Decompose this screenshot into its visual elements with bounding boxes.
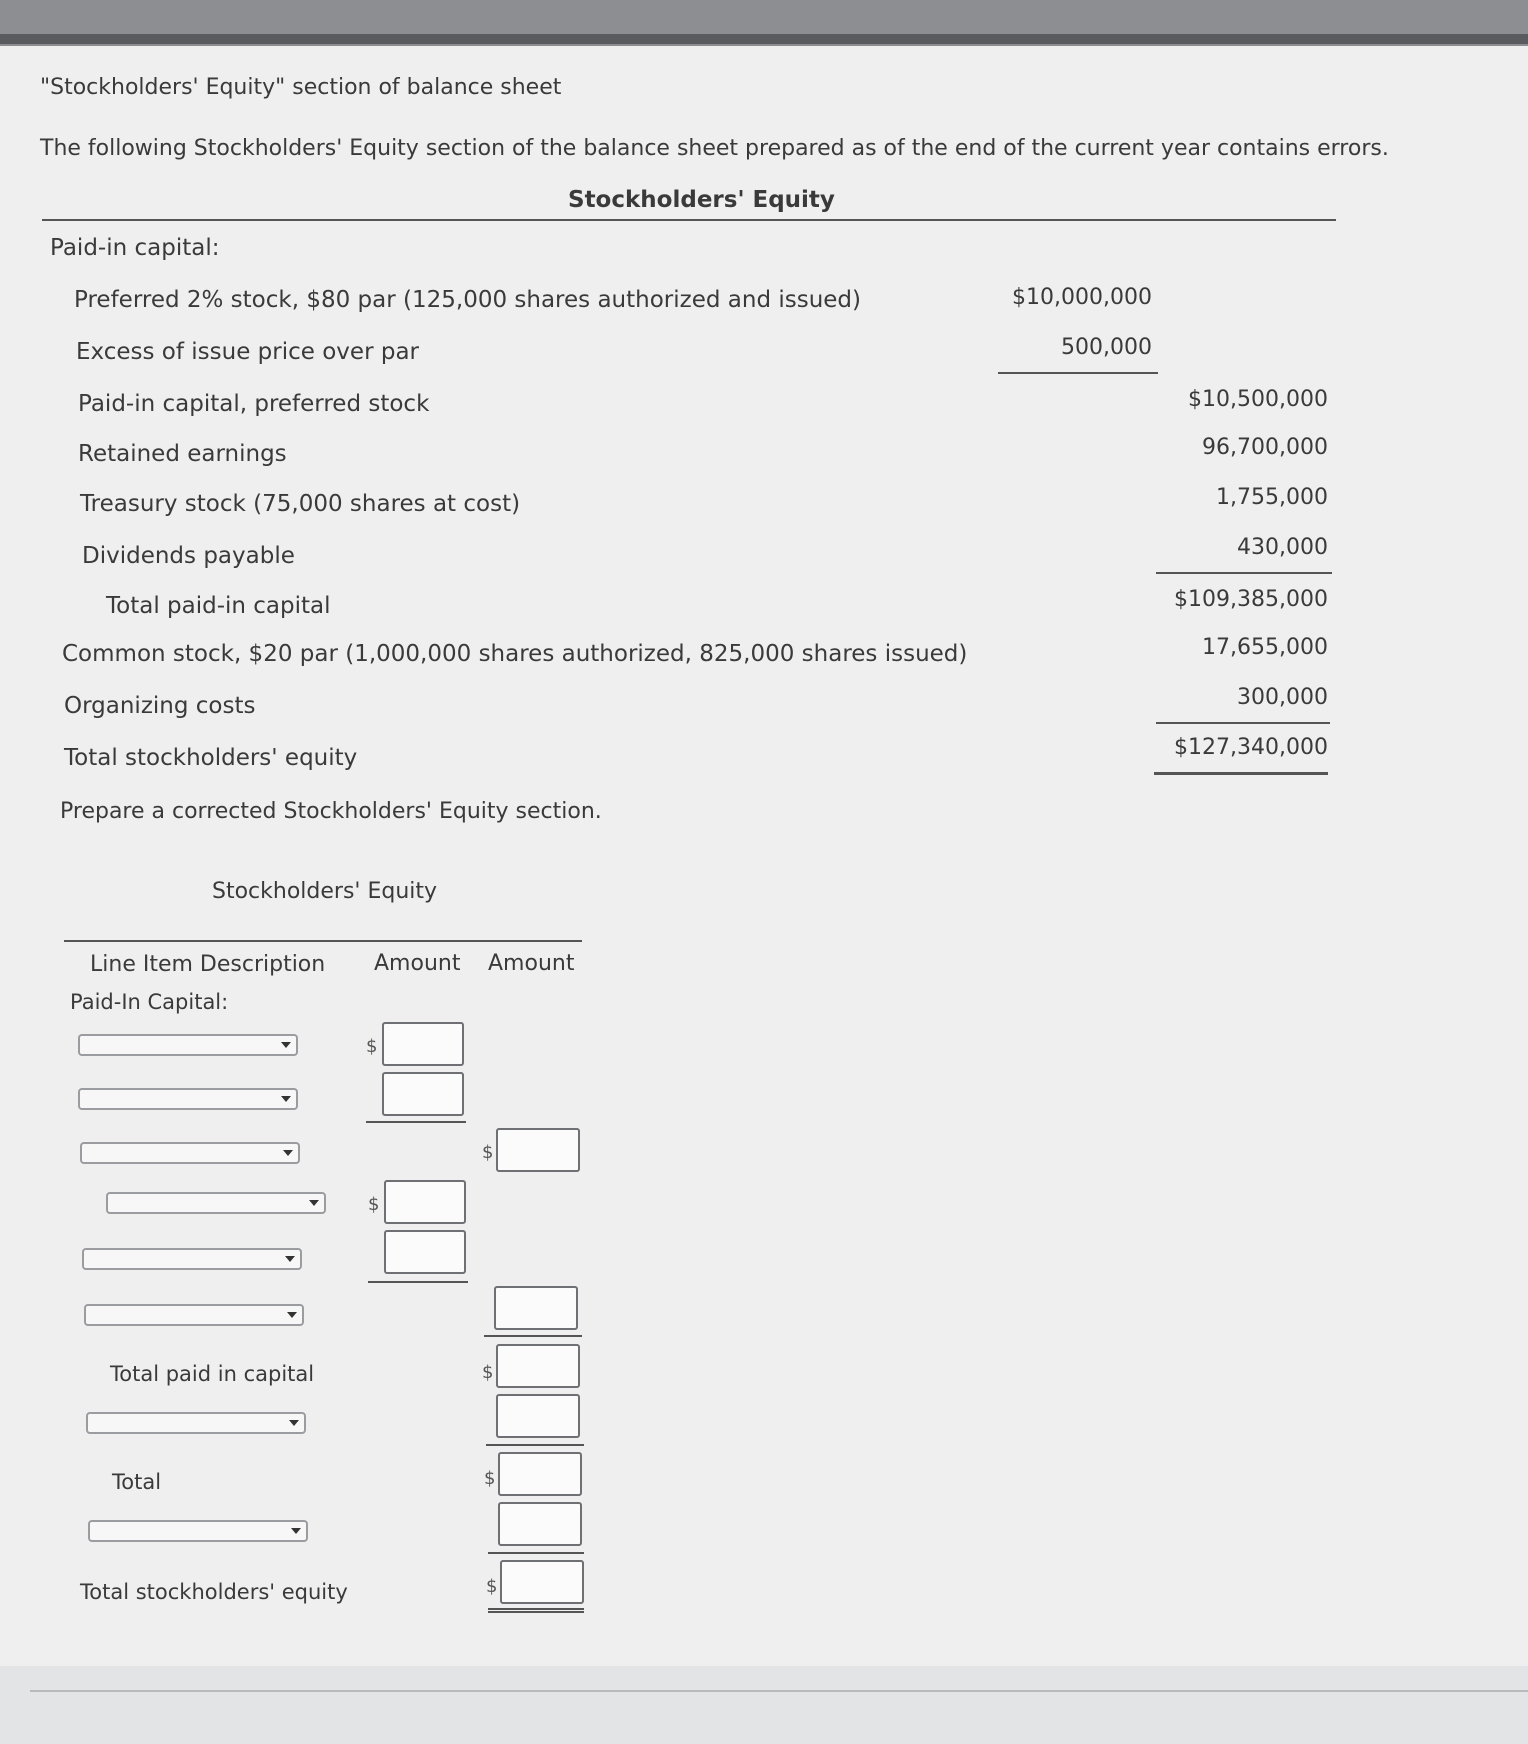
line-item-select-5[interactable] bbox=[82, 1248, 302, 1270]
amount1-subtotal-rule-2 bbox=[368, 1281, 468, 1283]
line-item-select-4[interactable] bbox=[106, 1192, 326, 1214]
chevron-down-icon bbox=[287, 1312, 297, 1318]
amount-retained-earnings: 96,700,000 bbox=[1202, 435, 1328, 460]
dollar-sign: $ bbox=[482, 1142, 494, 1163]
amount-common-stock: 17,655,000 bbox=[1202, 635, 1328, 660]
row-excess-issue-price: Excess of issue price over par bbox=[76, 339, 419, 365]
line-item-select-6[interactable] bbox=[84, 1304, 304, 1326]
paid-in-capital-label: Paid-in capital: bbox=[50, 235, 220, 261]
dollar-sign: $ bbox=[482, 1362, 494, 1383]
grand-total-rule bbox=[1156, 722, 1330, 724]
amount-paid-in-preferred: $10,500,000 bbox=[1188, 387, 1328, 412]
chevron-down-icon bbox=[281, 1042, 291, 1048]
row-organizing-costs: Organizing costs bbox=[64, 693, 256, 719]
amount-total-paid-in: $109,385,000 bbox=[1174, 587, 1328, 612]
amount-dividends-payable: 430,000 bbox=[1237, 535, 1328, 560]
row-treasury-stock: Treasury stock (75,000 shares at cost) bbox=[80, 491, 521, 517]
amount-preferred-stock: $10,000,000 bbox=[1012, 285, 1152, 310]
line-item-select-3[interactable] bbox=[80, 1142, 300, 1164]
grand-total-underline bbox=[1154, 772, 1328, 775]
chevron-down-icon bbox=[281, 1096, 291, 1102]
amount2-rule-3 bbox=[488, 1552, 584, 1554]
amount1-input-2[interactable] bbox=[382, 1072, 464, 1116]
row-preferred-stock: Preferred 2% stock, $80 par (125,000 shares authorized and issued) bbox=[74, 287, 862, 313]
chevron-down-icon bbox=[283, 1150, 293, 1156]
dollar-sign: $ bbox=[484, 1468, 496, 1489]
chevron-down-icon bbox=[291, 1528, 301, 1534]
amount1-subtotal-rule-1 bbox=[366, 1121, 466, 1123]
total-paid-in-rule bbox=[1156, 572, 1332, 574]
amount2-double-underline bbox=[488, 1608, 584, 1613]
amount2-input-total[interactable] bbox=[498, 1452, 582, 1496]
subtotal-rule bbox=[998, 372, 1158, 374]
line-item-select-1[interactable] bbox=[78, 1034, 298, 1056]
chevron-down-icon bbox=[309, 1200, 319, 1206]
footer-divider bbox=[30, 1690, 1528, 1692]
line-item-select-2[interactable] bbox=[78, 1088, 298, 1110]
amount2-input-4[interactable] bbox=[498, 1502, 582, 1546]
statement-heading-rule bbox=[42, 219, 1336, 221]
amount-treasury-stock: 1,755,000 bbox=[1216, 485, 1328, 510]
statement-heading: Stockholders' Equity bbox=[568, 187, 835, 213]
row-total-paid-in: Total paid-in capital bbox=[106, 593, 331, 619]
column-header-description: Line Item Description bbox=[90, 952, 326, 977]
chevron-down-icon bbox=[289, 1420, 299, 1426]
row-paid-in-preferred: Paid-in capital, preferred stock bbox=[78, 391, 430, 417]
amount-total-equity: $127,340,000 bbox=[1174, 735, 1328, 760]
line-item-select-7[interactable] bbox=[86, 1412, 306, 1434]
form-paid-in-capital-label: Paid-In Capital: bbox=[70, 990, 229, 1014]
amount2-rule-2 bbox=[486, 1444, 584, 1446]
column-header-amount-2: Amount bbox=[488, 951, 575, 976]
page-footer-area bbox=[0, 1666, 1528, 1744]
row-retained-earnings: Retained earnings bbox=[78, 441, 287, 467]
form-total-equity-label: Total stockholders' equity bbox=[80, 1580, 348, 1604]
amount2-input-total-equity[interactable] bbox=[500, 1560, 584, 1604]
window-top-bar bbox=[0, 0, 1528, 46]
problem-title: "Stockholders' Equity" section of balance sheet bbox=[40, 75, 562, 100]
form-total-label: Total bbox=[112, 1470, 162, 1494]
amount-organizing-costs: 300,000 bbox=[1237, 685, 1328, 710]
form-total-paid-in-label: Total paid in capital bbox=[110, 1362, 315, 1386]
amount2-input-3[interactable] bbox=[496, 1394, 580, 1438]
line-item-select-8[interactable] bbox=[88, 1520, 308, 1542]
row-dividends-payable: Dividends payable bbox=[82, 543, 295, 569]
amount2-input-total-paid-in[interactable] bbox=[496, 1344, 580, 1388]
row-total-equity: Total stockholders' equity bbox=[64, 745, 358, 771]
chevron-down-icon bbox=[285, 1256, 295, 1262]
amount2-input-2[interactable] bbox=[494, 1286, 578, 1330]
column-header-amount-1: Amount bbox=[374, 951, 461, 976]
form-heading-rule bbox=[64, 940, 582, 942]
amount1-input-3[interactable] bbox=[384, 1180, 466, 1224]
dollar-sign: $ bbox=[368, 1194, 380, 1215]
row-common-stock: Common stock, $20 par (1,000,000 shares authorized, 825,000 shares issued) bbox=[62, 641, 968, 667]
amount1-input-1[interactable] bbox=[382, 1022, 464, 1066]
task-instruction: Prepare a corrected Stockholders' Equity section. bbox=[60, 799, 602, 824]
form-heading: Stockholders' Equity bbox=[212, 879, 438, 904]
amount-excess-issue-price: 500,000 bbox=[1061, 335, 1152, 360]
dollar-sign: $ bbox=[366, 1036, 378, 1057]
amount2-input-1[interactable] bbox=[496, 1128, 580, 1172]
amount1-input-4[interactable] bbox=[384, 1230, 466, 1274]
dollar-sign: $ bbox=[486, 1576, 498, 1597]
amount2-rule-1 bbox=[484, 1335, 582, 1337]
problem-intro: The following Stockholders' Equity section of the balance sheet prepared as of the end of the current year contains errors. bbox=[40, 136, 1389, 161]
